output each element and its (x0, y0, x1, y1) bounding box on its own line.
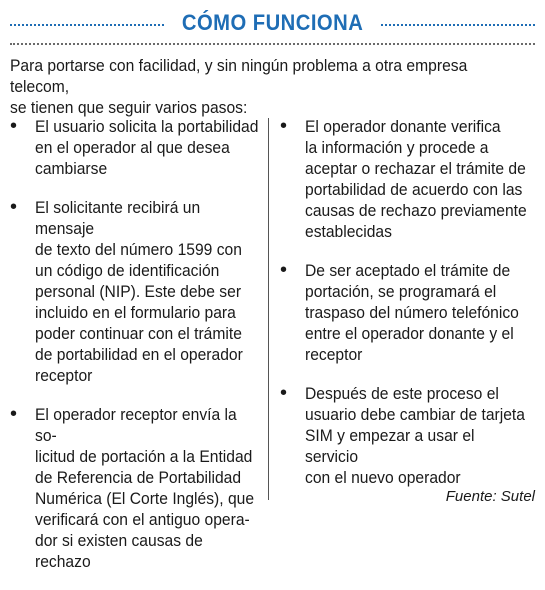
bullet-icon: • (280, 115, 288, 137)
list-item-text: El solicitante recibirá un mensaje de texto del número 1599 con un código de identificación personal (NIP). Este debe ser incluido en el formulario para poder continuar con el trámite de portabilidad en el operador receptor (35, 198, 243, 385)
title-bar (0, 8, 545, 38)
column-divider (268, 118, 269, 500)
bullet-icon: • (280, 259, 288, 281)
left-column (10, 116, 265, 590)
list-item (280, 383, 535, 488)
list-item (280, 260, 535, 365)
page-title: CÓMO FUNCIONA (181, 10, 364, 35)
list-item (10, 404, 265, 572)
list-item-text: Después de este proceso el usuario debe cambiar de tarjeta SIM y empezar a usar el servicio con el nuevo operador (305, 384, 525, 487)
source-credit: Fuente: Sutel (445, 488, 535, 505)
dotted-divider (10, 43, 535, 45)
intro-text: Para portarse con facilidad, y sin ningún problema a otra empresa telecom, se tienen que seguir varios pasos: (10, 56, 468, 117)
list-item-text: El operador receptor envía la so- licitud de portación a la Entidad de Referencia de Portabilidad Numérica (El Corte Inglés), que verificará con el antiguo opera- dor si existen causas de rechazo (35, 405, 255, 571)
bullet-icon: • (10, 403, 18, 425)
list-item-text: El usuario solicita la portabilidad en el operador al que desea cambiarse (35, 117, 259, 178)
title-dots-right (381, 24, 535, 26)
title-dots-left (10, 24, 164, 26)
list-item (10, 116, 265, 179)
list-item (10, 197, 265, 386)
bullet-icon: • (10, 115, 18, 137)
right-column (280, 116, 535, 506)
list-item (280, 116, 535, 242)
bullet-icon: • (10, 196, 18, 218)
bullet-icon: • (280, 382, 288, 404)
list-item-text: De ser aceptado el trámite de portación, se programará el traspaso del número telefónico entre el operador donante y el receptor (305, 261, 519, 364)
list-item-text: El operador donante verifica la información y procede a aceptar o rechazar el trámite de portabilidad de acuerdo con las causas de rechazo previamente establecidas (305, 117, 527, 241)
